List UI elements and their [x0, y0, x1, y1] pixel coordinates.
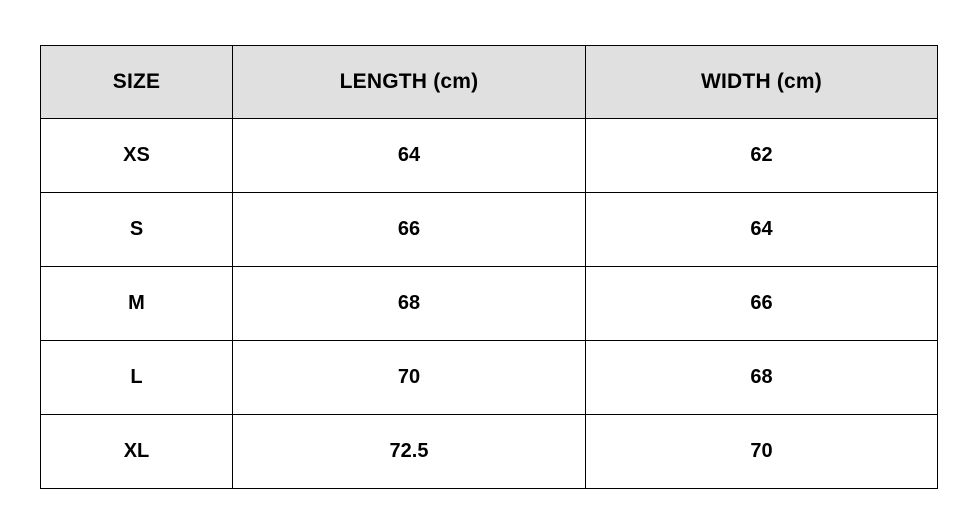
cell-length: 66 [233, 193, 586, 267]
cell-size: XS [41, 119, 233, 193]
table-body [41, 119, 938, 489]
size-chart-container [40, 45, 937, 489]
table-row [41, 341, 938, 415]
table-header-row [41, 46, 938, 119]
table-row [41, 415, 938, 489]
cell-width: 64 [586, 193, 938, 267]
table-row [41, 119, 938, 193]
size-chart-table [40, 45, 938, 489]
column-header-length: LENGTH (cm) [233, 46, 586, 119]
cell-length: 64 [233, 119, 586, 193]
cell-length: 72.5 [233, 415, 586, 489]
cell-length: 68 [233, 267, 586, 341]
column-header-size: SIZE [41, 46, 233, 119]
cell-size: XL [41, 415, 233, 489]
cell-width: 68 [586, 341, 938, 415]
cell-width: 70 [586, 415, 938, 489]
table-row [41, 267, 938, 341]
cell-size: M [41, 267, 233, 341]
cell-size: S [41, 193, 233, 267]
cell-size: L [41, 341, 233, 415]
cell-length: 70 [233, 341, 586, 415]
cell-width: 62 [586, 119, 938, 193]
table-header [41, 46, 938, 119]
cell-width: 66 [586, 267, 938, 341]
column-header-width: WIDTH (cm) [586, 46, 938, 119]
table-row [41, 193, 938, 267]
